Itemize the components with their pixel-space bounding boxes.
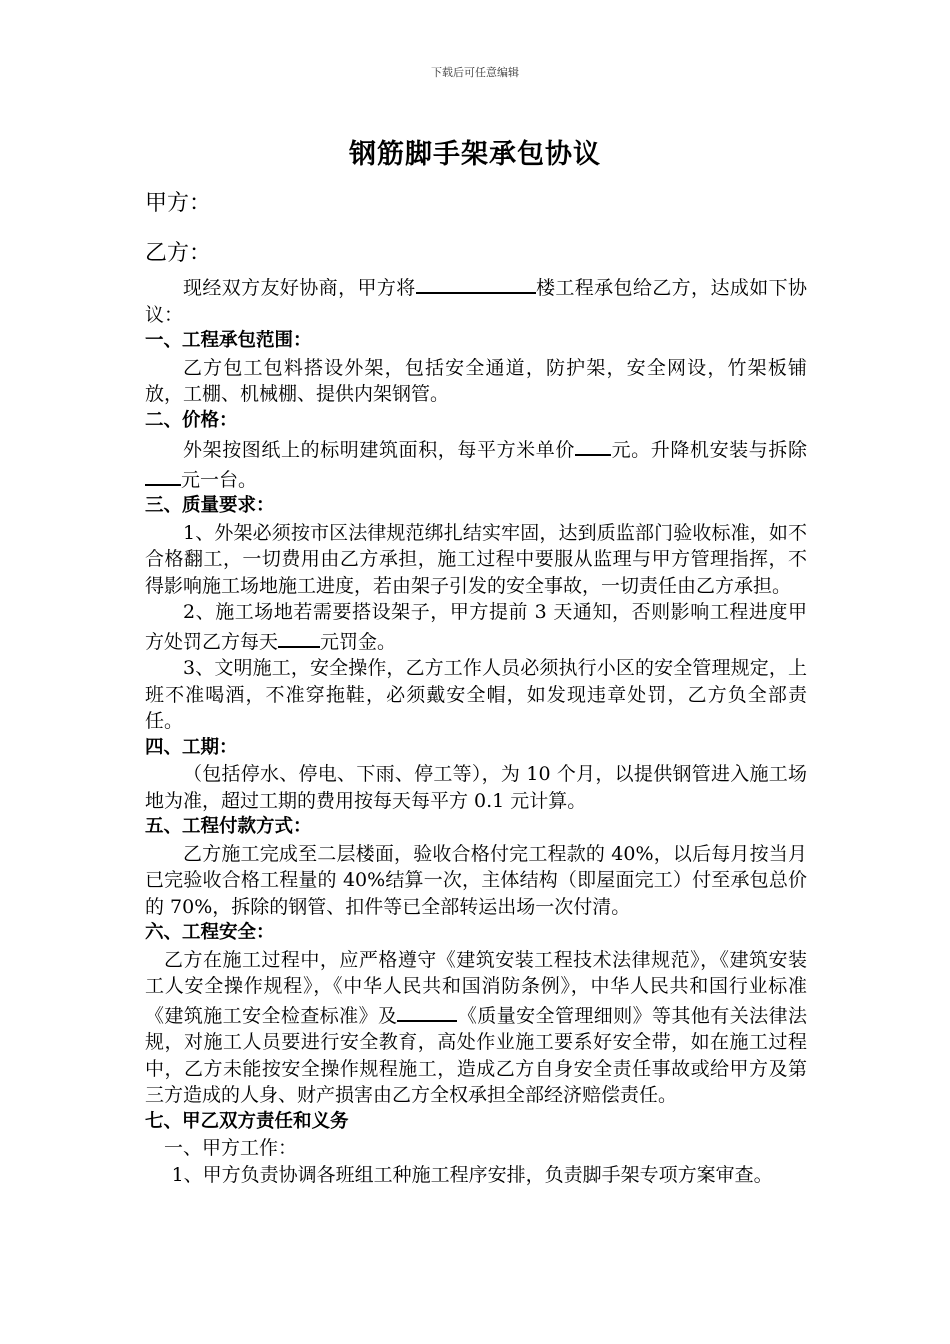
- party-a-label: 甲方：: [145, 191, 212, 216]
- agreement-body: [145, 272, 807, 1188]
- unit-price-blank: [575, 434, 611, 456]
- page-header-note: 下载后可任意编辑: [431, 66, 519, 79]
- section-3-item-1: 1、外架必须按市区法律规范绑扎结实牢固，达到质监部门验收标准，如不合格翻工，一切费用由乙方承担，施工过程中要服从监理与甲方管理指挥，不得影响施工场地施工进度，若由架子引发的安全事故，一切责任由乙方承担。: [145, 521, 807, 597]
- section-1-heading: 一、工程承包范围：: [145, 330, 312, 351]
- section-4-text: （包括停水、停电、下雨、停工等），为 10 个月，以提供钢管进入施工场地为准，超过工期的费用按每天每平方 0.1 元计算。: [145, 763, 807, 812]
- document-title: 钢筋脚手架承包协议: [349, 139, 601, 170]
- section-3-heading: 三、质量要求：: [145, 495, 275, 516]
- regulation-blank: [397, 1000, 457, 1022]
- section-7-subheading: 一、甲方工作：: [164, 1137, 298, 1159]
- section-2-text: 外架按图纸上的标明建筑面积，每平方米单价 元。升降机安装与拆除元一台。: [145, 434, 807, 493]
- elevator-price-blank: [145, 464, 181, 486]
- section-7-heading: 七、甲乙双方责任和义务: [145, 1110, 349, 1132]
- section-6-heading: 六、工程安全：: [145, 922, 275, 943]
- intro-paragraph: 现经双方友好协商，甲方将 楼工程承包给乙方，达成如下协议：: [145, 272, 807, 328]
- section-3-item-3: 3、文明施工，安全操作，乙方工作人员必须执行小区的安全管理规定，上班不准喝酒，不准穿拖鞋，必须戴安全帽，如发现违章处罚，乙方负全部责任。: [145, 657, 807, 732]
- section-7-item-1: 1、甲方负责协调各班组工种施工程序安排，负责脚手架专项方案审查。: [171, 1163, 773, 1186]
- section-4-heading: 四、工期：: [145, 736, 238, 758]
- section-5-text: 乙方施工完成至二层楼面，验收合格付完工程款的 40%，以后每月按当月已完验收合格工程量的 40%结算一次，主体结构（即屋面完工）付至承包总价的 70%，拆除的钢管、扣件等已全部转运出场一次付清。: [145, 842, 807, 918]
- party-b-label: 乙方：: [145, 241, 212, 266]
- section-1-text: 乙方包工包料搭设外架，包括安全通道，防护架，安全网设，竹架板铺放，工棚、机械棚、提供内架钢管。: [145, 356, 807, 405]
- project-name-blank: [416, 272, 536, 294]
- penalty-blank: [278, 626, 320, 648]
- section-6-text: 乙方在施工过程中，应严格遵守《建筑安装工程技术法律规范》，《建筑安装工人安全操作规程》，《中华人民共和国消防条例》，中华人民共和国行业标准《建筑施工安全检查标准》及 《质量安全管理细则》等其他有关法律法规，对施工人员要进行安全教育，高处作业施工要系好安全带，如在施工过程中，乙方未能按安全操作规程施工，造成乙方自身安全责任事故或给甲方及第三方造成的人身、财产损害由乙方全权承担全部经济赔偿责任。: [145, 948, 807, 1106]
- section-3-item-2: 2、施工场地若需要搭设架子，甲方提前 3 天通知，否则影响工程进度甲方处罚乙方每天 元罚金。: [145, 601, 807, 653]
- section-5-heading: 五、工程付款方式：: [145, 816, 312, 837]
- section-2-heading: 二、价格：: [145, 409, 238, 431]
